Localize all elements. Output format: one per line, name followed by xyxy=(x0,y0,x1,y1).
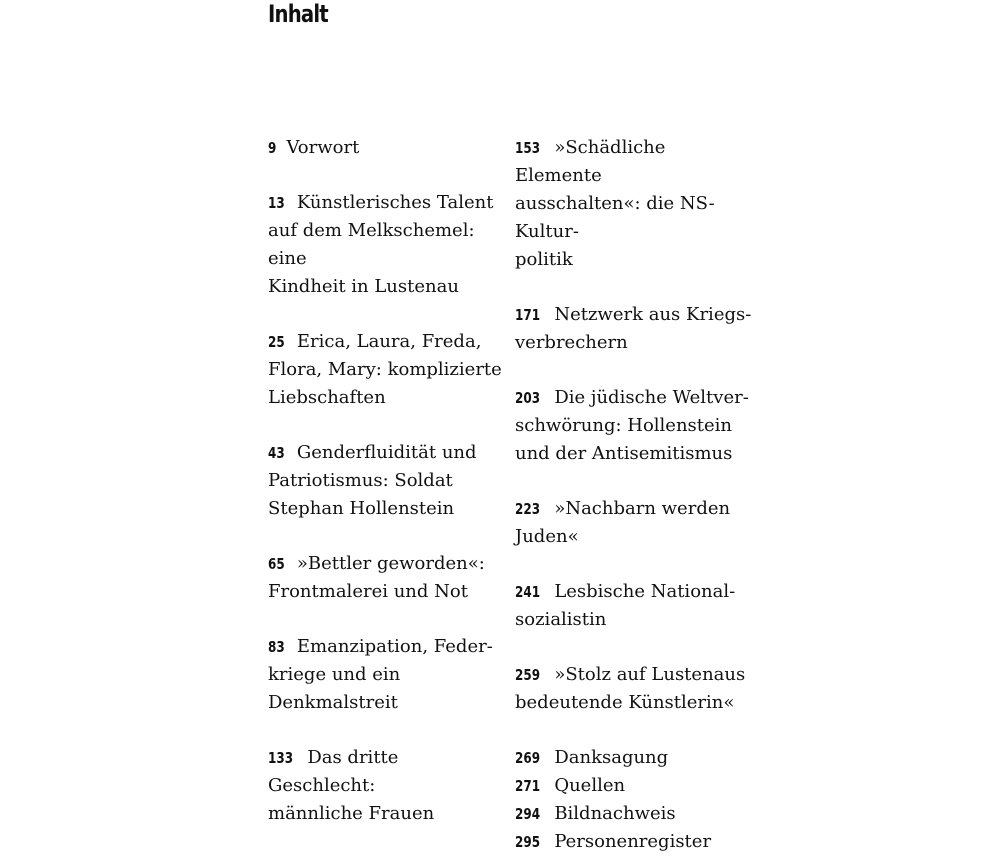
chapter-title: Lesbische National- sozialistin xyxy=(515,581,736,630)
toc-entry xyxy=(268,189,508,301)
toc-entry xyxy=(515,661,755,717)
toc-entry xyxy=(515,578,755,634)
chapter-title: Netzwerk aus Kriegs- verbrechern xyxy=(515,304,752,353)
chapter-title: »Schädliche Elemente ausschalten«: die NS-Kultur- politik xyxy=(515,137,715,270)
toc-entry xyxy=(268,633,508,717)
page-number: 271 xyxy=(515,777,541,795)
page-number: 241 xyxy=(515,583,541,601)
toc-entry xyxy=(268,439,508,523)
toc-left-column xyxy=(268,134,508,855)
toc-entry xyxy=(515,828,755,856)
chapter-title: Danksagung xyxy=(554,747,669,768)
chapter-title: Erica, Laura, Freda, Flora, Mary: komplizierte Liebschaften xyxy=(268,331,502,408)
toc-entry xyxy=(268,744,508,828)
toc-entry xyxy=(515,744,755,772)
page-number: 9 xyxy=(268,139,277,157)
chapter-title: Die jüdische Weltver- schwörung: Hollenstein und der Antisemitismus xyxy=(515,387,749,464)
page-number: 25 xyxy=(268,333,285,351)
page-number: 223 xyxy=(515,500,541,518)
chapter-title: Personenregister xyxy=(554,831,712,852)
toc-entry xyxy=(515,800,755,828)
page-number: 171 xyxy=(515,306,541,324)
chapter-title: Quellen xyxy=(554,775,626,796)
chapter-title: Künstlerisches Talent auf dem Melkschemel: eine Kindheit in Lustenau xyxy=(268,192,494,297)
page-number: 65 xyxy=(268,555,285,573)
page-number: 133 xyxy=(268,749,294,767)
page-number: 13 xyxy=(268,194,285,212)
page-number: 294 xyxy=(515,805,541,823)
chapter-title: »Nachbarn werden Juden« xyxy=(515,498,731,547)
chapter-title: Emanzipation, Feder- kriege und ein Denkmalstreit xyxy=(268,636,493,713)
chapter-title: »Stolz auf Lustenaus bedeutende Künstlerin« xyxy=(515,664,746,713)
page-number: 203 xyxy=(515,389,541,407)
page-number: 153 xyxy=(515,139,541,157)
page-number: 83 xyxy=(268,638,285,656)
page-title: Inhalt xyxy=(268,0,328,28)
chapter-title: Bildnachweis xyxy=(554,803,676,824)
toc-entry xyxy=(515,495,755,551)
toc-entry xyxy=(515,772,755,800)
toc-right-column xyxy=(515,134,755,856)
page-number: 295 xyxy=(515,833,541,851)
toc-entry xyxy=(515,301,755,357)
toc-entry xyxy=(268,134,508,162)
chapter-title: »Bettler geworden«: Frontmalerei und Not xyxy=(268,553,485,602)
page-number: 259 xyxy=(515,666,541,684)
page-number: 269 xyxy=(515,749,541,767)
page-number: 43 xyxy=(268,444,285,462)
chapter-title: Vorwort xyxy=(286,137,360,158)
toc-entry xyxy=(268,550,508,606)
chapter-title: Genderfluidität und Patriotismus: Soldat Stephan Hollenstein xyxy=(268,442,477,519)
chapter-title: Das dritte Geschlecht: männliche Frauen xyxy=(268,747,435,824)
toc-entry xyxy=(515,384,755,468)
toc-entry xyxy=(268,328,508,412)
toc-entry xyxy=(515,134,755,274)
